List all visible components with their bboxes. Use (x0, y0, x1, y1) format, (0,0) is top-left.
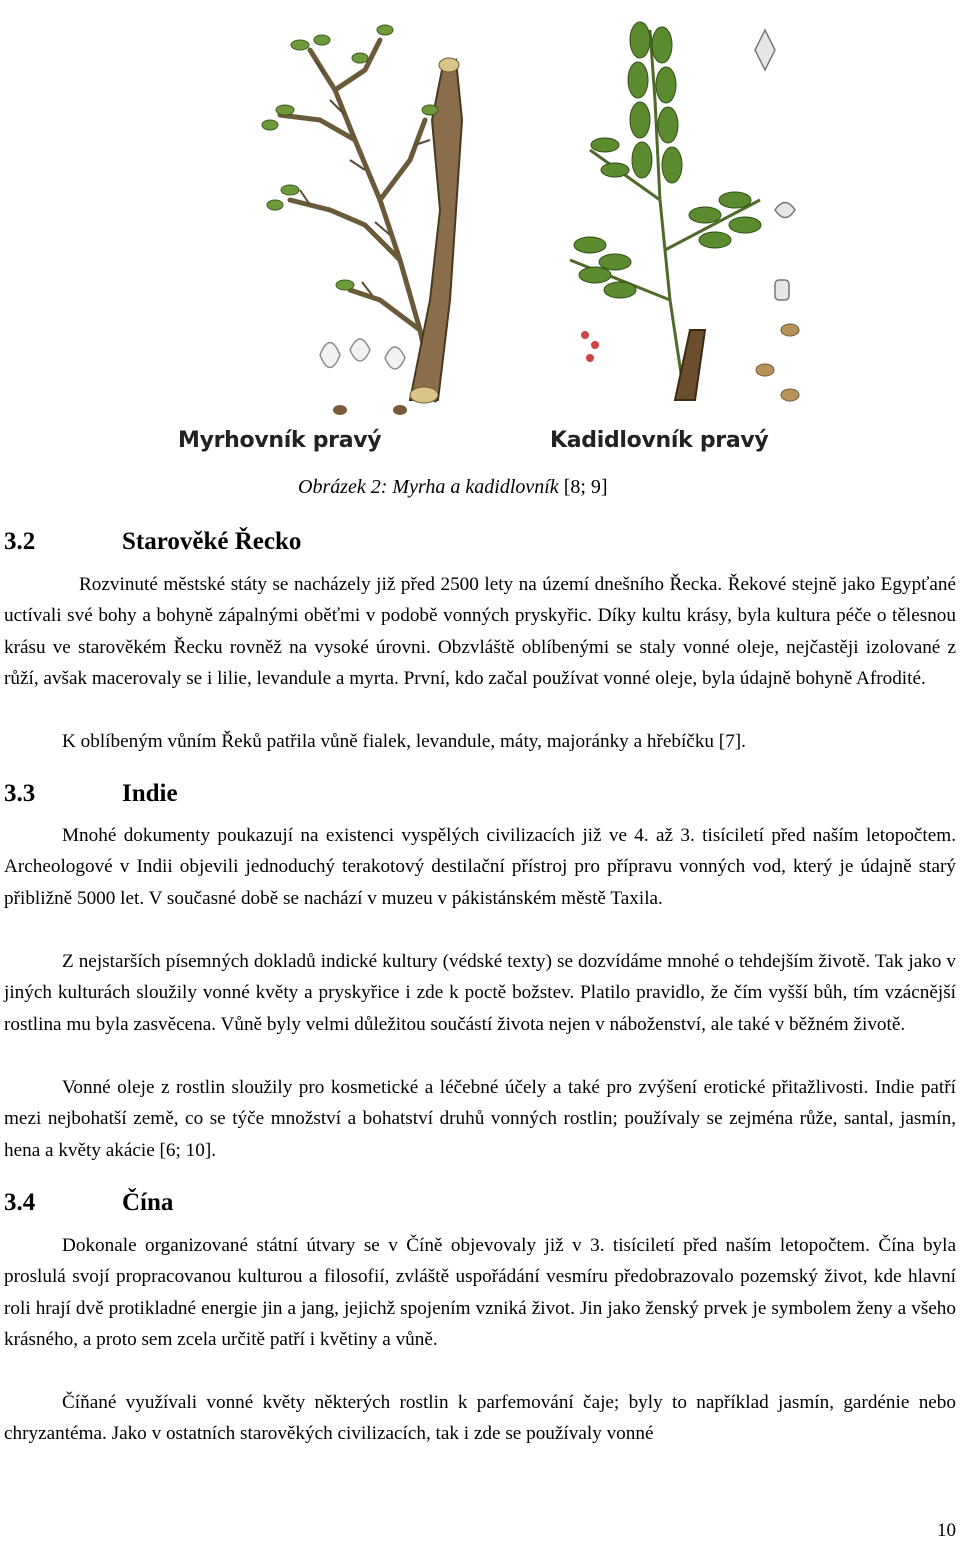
section-title: Starověké Řecko (122, 528, 302, 555)
botanical-figure (150, 0, 810, 465)
paragraph: Z nejstarších písemných dokladů indické kultury (védské texty) se dozvídáme mnohé o tehdejším životě. Tak jako v jiných kulturách sloužily vonné květy a pryskyřice i zde k poctě božstev. Platilo pravidlo, že čím vyšší bůh, tím vzácnější rostlina mu byla zasvěcena. Vůně byly velmi důležitou součástí života nejen v náboženství, ale také v běžném životě. (4, 951, 956, 1035)
page-number: 10 (937, 1520, 956, 1541)
paragraph: Rozvinuté městské státy se nacházely již před 2500 lety na území dnešního Řecka. Řekové stejně jako Egypťané uctívali své bohy a bohyně zápalnými oběťmi v podobě vonných pryskyřic. Díky kultu krásy, byla kultura péče o tělesnou krásu ve starověkém Řecku rovněž na vysoké úrovni. Obzvláště oblíbenými se staly vonné oleje, nejčastěji izolované z růží, avšak macerovaly se i lilie, levandule a myrta. První, kdo začal používat vonné oleje, byla údajně bohyně Afrodité. (4, 574, 956, 690)
section-title: Indie (122, 780, 178, 807)
paragraph: Číňané využívali vonné květy některých rostlin k parfemování čaje; byly to například jasmín, gardénie nebo chryzantéma. Jako v ostatních starověkých civilizacích, tak i zde se používaly vonné (4, 1392, 956, 1445)
section-heading-china (4, 1189, 173, 1217)
section-number: 3.3 (4, 780, 36, 807)
caption-text: Obrázek 2: Myrha a kadidlovník (298, 476, 559, 498)
section-number: 3.4 (4, 1189, 36, 1216)
section-number: 3.2 (4, 528, 36, 555)
frankincense-label: Kadidlovník pravý (550, 428, 769, 453)
myrrh-label: Myrhovník pravý (178, 428, 382, 453)
myrrh-illustration (150, 0, 810, 420)
caption-reference: [8; 9] (563, 476, 608, 498)
paragraph: K oblíbeným vůním Řeků patřila vůně fialek, levandule, máty, majoránky a hřebíčku [7]. (62, 731, 746, 752)
paragraph: Vonné oleje z rostlin sloužily pro kosmetické a léčebné účely a také pro zvýšení erotické přitažlivosti. Indie patří mezi nejbohatší země, co se týče množství a bohatství druhů vonných rostlin; používaly se zejména růže, santal, jasmín, hena a květy akácie [6; 10]. (4, 1077, 956, 1161)
paragraph: Mnohé dokumenty poukazují na existenci vyspělých civilizacích již ve 4. až 3. tisíciletí před naším letopočtem. Archeologové v Indii objevili jednoduchý terakotový destilační přístroj pro přípravu vonných vod, který je údajně starý přibližně 5000 let. V současné době se nachází v muzeu v pákistánském městě Taxila. (4, 825, 956, 909)
section-title: Čína (122, 1189, 174, 1216)
section-heading-greece (4, 528, 301, 556)
figure-caption (298, 476, 608, 499)
section-heading-india (4, 780, 178, 808)
paragraph: Dokonale organizované státní útvary se v Číně objevovaly již v 3. tisíciletí před naším letopočtem. Čína byla proslulá svojí propracovanou kulturou a filosofií, zvláště uspořádání vesmíru předobrazovalo pozemský život, kde hlavní roli hrají dvě protikladné energie jin a jang, jejichž spojením vzniká život. Jin jako ženský prvek je symbolem ženy a všeho krásného, a proto sem zcela určitě patří i květiny a vůně. (4, 1235, 956, 1351)
